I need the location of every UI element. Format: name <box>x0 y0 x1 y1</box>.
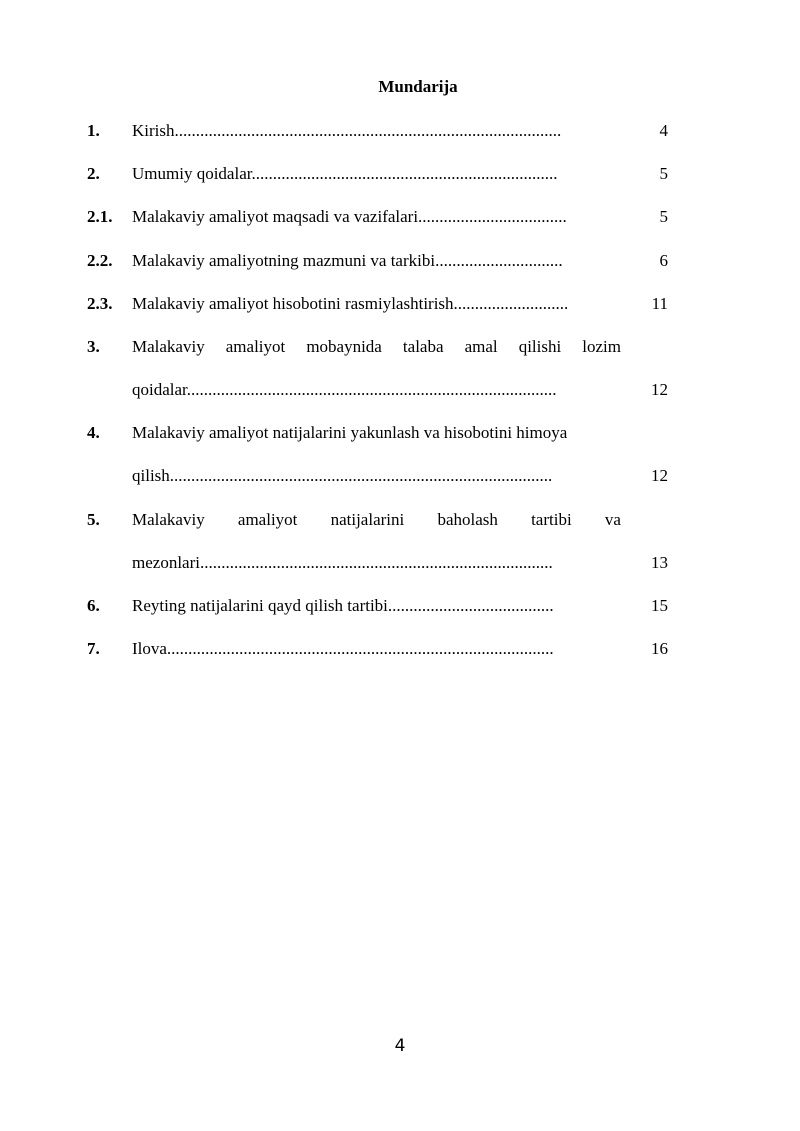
toc-entry-word: va <box>604 510 621 529</box>
toc-entry-number: 1. <box>87 121 100 140</box>
toc-entry-word: natijalarini <box>330 510 405 529</box>
toc-entry-page: 12 <box>651 380 668 399</box>
toc-entry-2-1 <box>0 206 800 228</box>
toc-entry-page: 12 <box>651 466 668 485</box>
toc-entry-text: mezonlari................................................................................... <box>132 553 553 572</box>
toc-entry-number: 5. <box>87 510 100 529</box>
toc-entry-text: Ilova........................................................................................... <box>132 639 554 658</box>
toc-entry-7 <box>0 638 800 660</box>
toc-entry-text: Malakaviy amaliyot maqsadi va vazifalari................................... <box>132 207 567 226</box>
toc-entry-text: qilish.......................................................................................... <box>132 466 553 485</box>
toc-entry-6 <box>0 595 800 617</box>
toc-entry-2-2 <box>0 250 800 272</box>
toc-entry-word: amaliyot <box>225 337 286 356</box>
toc-entry-page: 16 <box>651 639 668 658</box>
toc-entry-word: qilishi <box>518 337 562 356</box>
toc-entry-word: Malakaviy <box>132 337 205 356</box>
toc-entry-text: Kirish........................................................................................... <box>132 121 562 140</box>
toc-entry-3-continuation <box>0 379 800 401</box>
toc-entry-text: Umumiy qoidalar........................................................................ <box>132 164 558 183</box>
toc-entry-word: Malakaviy <box>132 510 205 529</box>
toc-entry-word: lozim <box>582 337 621 356</box>
toc-entry-page: 4 <box>659 121 668 140</box>
toc-entry-number: 6. <box>87 596 100 615</box>
toc-entry-text: Malakaviy amaliyotning mazmuni va tarkibi.............................. <box>132 251 563 270</box>
toc-entry-word: talaba <box>402 337 444 356</box>
toc-entry-number: 2.2. <box>87 251 113 270</box>
toc-entry-page: 5 <box>659 164 668 183</box>
toc-entry-4-continuation <box>0 465 800 487</box>
toc-entry-text-justified <box>132 509 621 531</box>
toc-entry-page: 5 <box>659 207 668 226</box>
toc-entry-word: tartibi <box>531 510 572 529</box>
toc-entry-4 <box>0 422 800 444</box>
toc-entry-text: Malakaviy amaliyot natijalarini yakunlash va hisobotini himoya <box>132 423 568 442</box>
toc-entry-1 <box>0 120 800 142</box>
toc-entry-page: 6 <box>659 251 668 270</box>
toc-entry-2 <box>0 163 800 185</box>
toc-entry-page: 11 <box>651 294 668 313</box>
toc-entry-text-justified <box>132 336 621 358</box>
toc-title: Mundarija <box>378 77 458 96</box>
toc-entry-word: mobaynida <box>306 337 382 356</box>
toc-entry-page: 13 <box>651 553 668 572</box>
toc-entry-number: 2.1. <box>87 207 113 226</box>
toc-entry-2-3 <box>0 293 800 315</box>
toc-entry-text: Malakaviy amaliyot hisobotini rasmiylashtirish........................... <box>132 294 569 313</box>
toc-entry-number: 2.3. <box>87 294 113 313</box>
toc-entry-5 <box>0 509 800 531</box>
toc-entry-5-continuation <box>0 552 800 574</box>
toc-entry-page: 15 <box>651 596 668 615</box>
toc-entry-word: amaliyot <box>237 510 298 529</box>
toc-entry-text: qoidalar....................................................................................... <box>132 380 557 399</box>
toc-entry-number: 3. <box>87 337 100 356</box>
toc-entry-number: 7. <box>87 639 100 658</box>
toc-entry-text: Reyting natijalarini qayd qilish tartibi....................................... <box>132 596 554 615</box>
footer-page-number: 4 <box>394 1036 406 1056</box>
toc-entry-word: amal <box>464 337 498 356</box>
toc-entry-word: baholash <box>437 510 498 529</box>
toc-entry-number: 4. <box>87 423 100 442</box>
toc-entry-number: 2. <box>87 164 100 183</box>
toc-entry-3 <box>0 336 800 358</box>
